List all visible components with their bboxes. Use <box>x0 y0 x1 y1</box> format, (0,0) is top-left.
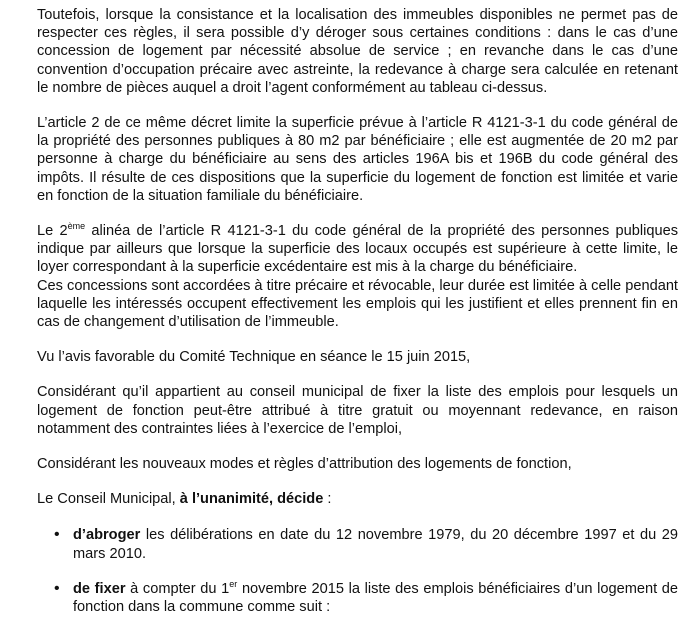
decision-intro: Le Conseil Municipal, <box>37 491 180 508</box>
list-item-text-start: à compter du 1 <box>125 580 230 597</box>
list-item-fixer <box>37 580 678 616</box>
paragraph-derogation: Toutefois, lorsque la consistance et la localisation des immeubles disponibles ne permet pas de respecter ces règles, il sera possible d’y déroger sous certaines conditions : dans le cas d’une concession de logement par nécessité absolue de service ; en revanche dans le cas d’une convention d’occupation précaire avec astreinte, la redevance à charge sera calculée en retenant le nombre de pièces auquel a droit l’agent conformément au tableau ci-dessus. <box>37 7 678 96</box>
paragraph-considerant-2: Considérant les nouveaux modes et règles d’attribution des logements de fonction, <box>37 456 572 473</box>
paragraph-concessions: Ces concessions sont accordées à titre précaire et révocable, leur durée est limitée à celle pendant laquelle les intéressés occupent effectivement les emplois qui les justifient et elles prennent fin en cas de changement d’utilisation de l’immeuble. <box>37 277 678 331</box>
alinea-number: Le 2 <box>37 223 68 240</box>
alinea-superscript: ème <box>67 221 86 232</box>
decision-colon: : <box>323 491 332 508</box>
alinea-text: alinéa de l’article R 4121-3-1 du code général de la propriété des personnes publiques indique par ailleurs que lorsque la superficie des locaux occupés est supérieure à cette limite, le loyer correspondant à la superficie excédentaire est mis à la charge du bénéficiaire. <box>37 223 678 276</box>
list-item-text-end: novembre 2015 la liste des emplois bénéficiaires d’un logement de fonction dans la commune comme suit : <box>73 580 679 616</box>
list-item-keyword: de fixer <box>73 580 126 597</box>
paragraph-vu-avis: Vu l’avis favorable du Comité Technique en séance le 15 juin 2015, <box>37 349 471 366</box>
list-item-keyword: d’abroger <box>73 527 141 544</box>
bullet-dot-icon: • <box>54 579 60 597</box>
list-item-abroger <box>37 526 678 562</box>
paragraph-considerant-1: Considérant qu’il appartient au conseil municipal de fixer la liste des emplois pour lesquels un logement de fonction peut-être attribué à titre gratuit ou moyennant redevance, en raison notamment des contraintes liées à l’exercice de l’emploi, <box>37 384 678 437</box>
paragraph-alinea <box>37 222 678 277</box>
list-item-text: les délibérations en date du 12 novembre 1979, du 20 décembre 1997 et du 29 mars 2010. <box>73 527 678 562</box>
paragraph-article-2: L’article 2 de ce même décret limite la superficie prévue à l’article R 4121-3-1 du code général de la propriété des personnes publiques à 80 m2 par bénéficiaire ; elle est augmentée de 20 m2 par personne à charge du bénéficiaire au sens des articles 196A bis et 196B du code général des impôts. Il résulte de ces dispositions que la superficie du logement de fonction est limitée et varie en fonction de la situation familiale du bénéficiaire. <box>37 115 678 204</box>
list-item-superscript: er <box>229 578 238 589</box>
decision-bold: à l’unanimité, décide <box>179 491 324 508</box>
decision-list <box>37 526 678 616</box>
bullet-dot-icon: • <box>54 526 60 544</box>
paragraph-decision <box>37 490 678 508</box>
